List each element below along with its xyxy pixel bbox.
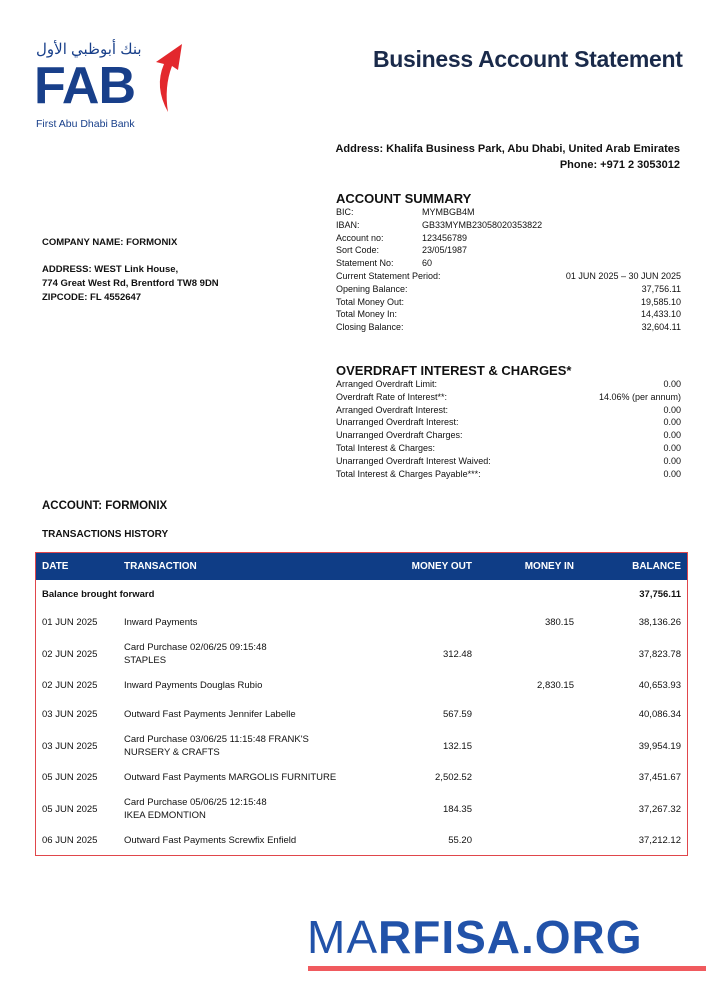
- cell-money-out: [366, 671, 478, 700]
- kv-label: Arranged Overdraft Limit:: [336, 379, 438, 389]
- kv-row: [336, 308, 681, 321]
- kv-value: 23/05/1987: [422, 245, 468, 256]
- kv-label: Overdraft Rate of Interest**:: [336, 391, 448, 402]
- watermark-underline: [308, 966, 706, 971]
- kv-row: [336, 270, 681, 283]
- kv-value: MYMBGB4M: [422, 207, 475, 217]
- kv-label: Unarranged Overdraft Interest Waived:: [336, 455, 491, 466]
- kv-row: [336, 206, 681, 219]
- cell-transaction: [118, 637, 366, 671]
- cell-money-in: [478, 700, 580, 729]
- transaction-line-1: Inward Payments Douglas Rubio: [124, 680, 263, 691]
- transaction-line-1: Inward Payments: [124, 617, 198, 628]
- cell-money-out: 132.15: [442, 740, 472, 752]
- kv-value: 0.00: [663, 417, 681, 428]
- cell-money-out: 2,502.52: [435, 772, 472, 783]
- kv-label: Total Money In:: [336, 309, 398, 320]
- cell-money-in: [478, 826, 580, 855]
- watermark-bold: RFISA.ORG: [378, 911, 643, 963]
- table-row: [36, 763, 687, 792]
- kv-label: Unarranged Overdraft Charges:: [336, 430, 463, 441]
- kv-row: [336, 391, 681, 404]
- cell-date: 02 JUN 2025: [42, 680, 98, 691]
- zipcode: ZIPCODE: FL 4552647: [42, 292, 142, 303]
- account-label: ACCOUNT: FORMONIX: [42, 500, 168, 512]
- cell-date: 05 JUN 2025: [42, 803, 98, 815]
- kv-value: 19,585.10: [640, 296, 681, 307]
- table-row: [36, 792, 687, 826]
- cell-date: 03 JUN 2025: [42, 740, 98, 752]
- kv-value: 0.00: [663, 468, 681, 479]
- transaction-line-1: Card Purchase 03/06/25 11:15:48 FRANK'S: [124, 734, 309, 745]
- kv-label: Arranged Overdraft Interest:: [336, 404, 449, 415]
- cell-money-in: [478, 637, 580, 671]
- col-money-in: MONEY IN: [478, 553, 580, 580]
- kv-value: 123456789: [422, 232, 468, 243]
- cell-balance: 39,954.19: [638, 740, 681, 752]
- table-row: [36, 700, 687, 729]
- fab-logo: [36, 40, 181, 135]
- transaction-line-1: Outward Fast Payments MARGOLIS FURNITURE: [124, 772, 337, 783]
- kv-row: [336, 296, 681, 309]
- col-transaction: TRANSACTION: [118, 553, 366, 580]
- kv-value: 14,433.10: [640, 309, 681, 320]
- cell-balance: 37,823.78: [638, 648, 681, 660]
- transactions-table: [35, 552, 688, 856]
- kv-row: [336, 257, 681, 270]
- col-balance: BALANCE: [580, 553, 687, 580]
- company-name: COMPANY NAME: FORMONIX: [42, 237, 178, 248]
- transaction-line-1: Outward Fast Payments Jennifer Labelle: [124, 709, 296, 720]
- kv-row: [336, 442, 681, 455]
- cell-money-in: [478, 792, 580, 826]
- kv-value: 0.00: [663, 430, 681, 441]
- logo-arrow-icon: [144, 42, 184, 114]
- kv-row: [336, 404, 681, 417]
- phone-text: Phone: +971 2 3053012: [559, 159, 680, 171]
- cell-date: 01 JUN 2025: [42, 617, 98, 628]
- kv-value: 32,604.11: [641, 322, 681, 333]
- kv-row: [336, 321, 681, 334]
- cell-transaction: [118, 700, 366, 729]
- cell-transaction: [118, 792, 366, 826]
- bank-address: [335, 141, 680, 173]
- watermark-light: MA: [307, 911, 378, 963]
- kv-row: [336, 232, 681, 245]
- address-text: Address: Khalifa Business Park, Abu Dhabi, United Arab Emirates: [335, 143, 680, 155]
- cell-money-out: 184.35: [442, 803, 472, 815]
- address-line-2: 774 Great West Rd, Brentford TW8 9DN: [42, 278, 219, 289]
- cell-date: 05 JUN 2025: [42, 772, 98, 783]
- kv-value: 01 JUN 2025 – 30 JUN 2025: [565, 270, 681, 281]
- kv-label: Total Interest & Charges:: [336, 442, 436, 453]
- kv-value: 0.00: [663, 404, 681, 415]
- company-address: [42, 263, 219, 305]
- history-label: TRANSACTIONS HISTORY: [42, 529, 169, 540]
- transaction-line-2: IKEA EDMONTION: [124, 810, 206, 821]
- kv-row: [336, 283, 681, 296]
- kv-label: Sort Code:: [336, 245, 380, 256]
- cell-date: 02 JUN 2025: [42, 648, 98, 660]
- kv-row: [336, 244, 681, 257]
- cell-money-in: [478, 729, 580, 763]
- cell-transaction: [118, 729, 366, 763]
- kv-label: Total Money Out:: [336, 296, 405, 307]
- kv-label: Closing Balance:: [336, 322, 404, 333]
- kv-label: Current Statement Period:: [336, 270, 441, 281]
- address-line-1: ADDRESS: WEST Link House,: [42, 264, 179, 275]
- table-row: [36, 729, 687, 763]
- cell-money-out: [366, 608, 478, 637]
- table-row: [36, 608, 687, 637]
- overdraft-heading: OVERDRAFT INTEREST & CHARGES*: [336, 363, 572, 378]
- brought-forward-balance: 37,756.11: [639, 588, 681, 600]
- cell-transaction: [118, 763, 366, 792]
- cell-balance: 40,653.93: [638, 680, 681, 691]
- logo-fab: FAB: [34, 57, 135, 115]
- kv-row: [336, 429, 681, 442]
- cell-balance: 37,267.32: [638, 803, 681, 815]
- kv-value: 0.00: [663, 455, 681, 466]
- kv-label: Account no:: [336, 232, 384, 243]
- logo-bank-name: First Abu Dhabi Bank: [36, 118, 135, 130]
- page-title: Business Account Statement: [373, 46, 683, 72]
- transaction-line-2: NURSERY & CRAFTS: [124, 747, 220, 758]
- kv-value: GB33MYMB23058020353822: [422, 219, 543, 230]
- cell-money-out: 312.48: [442, 648, 472, 660]
- kv-label: Unarranged Overdraft Interest:: [336, 417, 459, 428]
- transaction-line-1: Outward Fast Payments Screwfix Enfield: [124, 835, 297, 846]
- kv-label: BIC:: [336, 207, 354, 217]
- kv-label: Opening Balance:: [336, 283, 408, 294]
- cell-money-in: 380.15: [544, 617, 574, 628]
- kv-value: 14.06% (per annum): [598, 391, 681, 402]
- transaction-line-2: STAPLES: [124, 655, 167, 666]
- cell-money-out: 55.20: [448, 835, 472, 846]
- cell-transaction: [118, 671, 366, 700]
- table-row: [36, 671, 687, 700]
- transaction-line-1: Card Purchase 02/06/25 09:15:48: [124, 642, 267, 653]
- watermark: [307, 910, 643, 964]
- account-summary: [336, 191, 681, 334]
- cell-date: 03 JUN 2025: [42, 709, 98, 720]
- kv-value: 60: [422, 258, 433, 269]
- cell-date: 06 JUN 2025: [42, 835, 98, 846]
- kv-row: [336, 219, 681, 232]
- kv-row: [336, 468, 681, 481]
- cell-money-in: [478, 763, 580, 792]
- kv-row: [336, 455, 681, 468]
- kv-label: Total Interest & Charges Payable***:: [336, 468, 481, 479]
- logo-arabic: بنك أبوظبي الأول: [36, 41, 142, 58]
- cell-balance: 37,451.67: [638, 772, 681, 783]
- kv-value: 0.00: [663, 379, 681, 389]
- kv-label: Statement No:: [336, 258, 394, 269]
- cell-balance: 37,212.12: [638, 835, 681, 846]
- table-row: [36, 826, 687, 855]
- kv-label: IBAN:: [336, 219, 360, 230]
- table-row: [36, 637, 687, 671]
- kv-value: 37,756.11: [641, 283, 681, 294]
- overdraft-section: [336, 363, 681, 480]
- cell-balance: 38,136.26: [638, 617, 681, 628]
- col-date: DATE: [36, 553, 118, 580]
- summary-heading: ACCOUNT SUMMARY: [336, 191, 472, 206]
- brought-forward-label: Balance brought forward: [42, 588, 155, 600]
- kv-row: [336, 416, 681, 429]
- col-money-out: MONEY OUT: [366, 553, 478, 580]
- brought-forward-row: [36, 580, 687, 608]
- kv-value: 0.00: [663, 442, 681, 453]
- cell-transaction: [118, 608, 366, 637]
- cell-transaction: [118, 826, 366, 855]
- cell-balance: 40,086.34: [638, 709, 681, 720]
- cell-money-out: 567.59: [442, 709, 472, 720]
- transaction-line-1: Card Purchase 05/06/25 12:15:48: [124, 797, 267, 808]
- cell-money-in: 2,830.15: [537, 680, 574, 691]
- kv-row: [336, 378, 681, 391]
